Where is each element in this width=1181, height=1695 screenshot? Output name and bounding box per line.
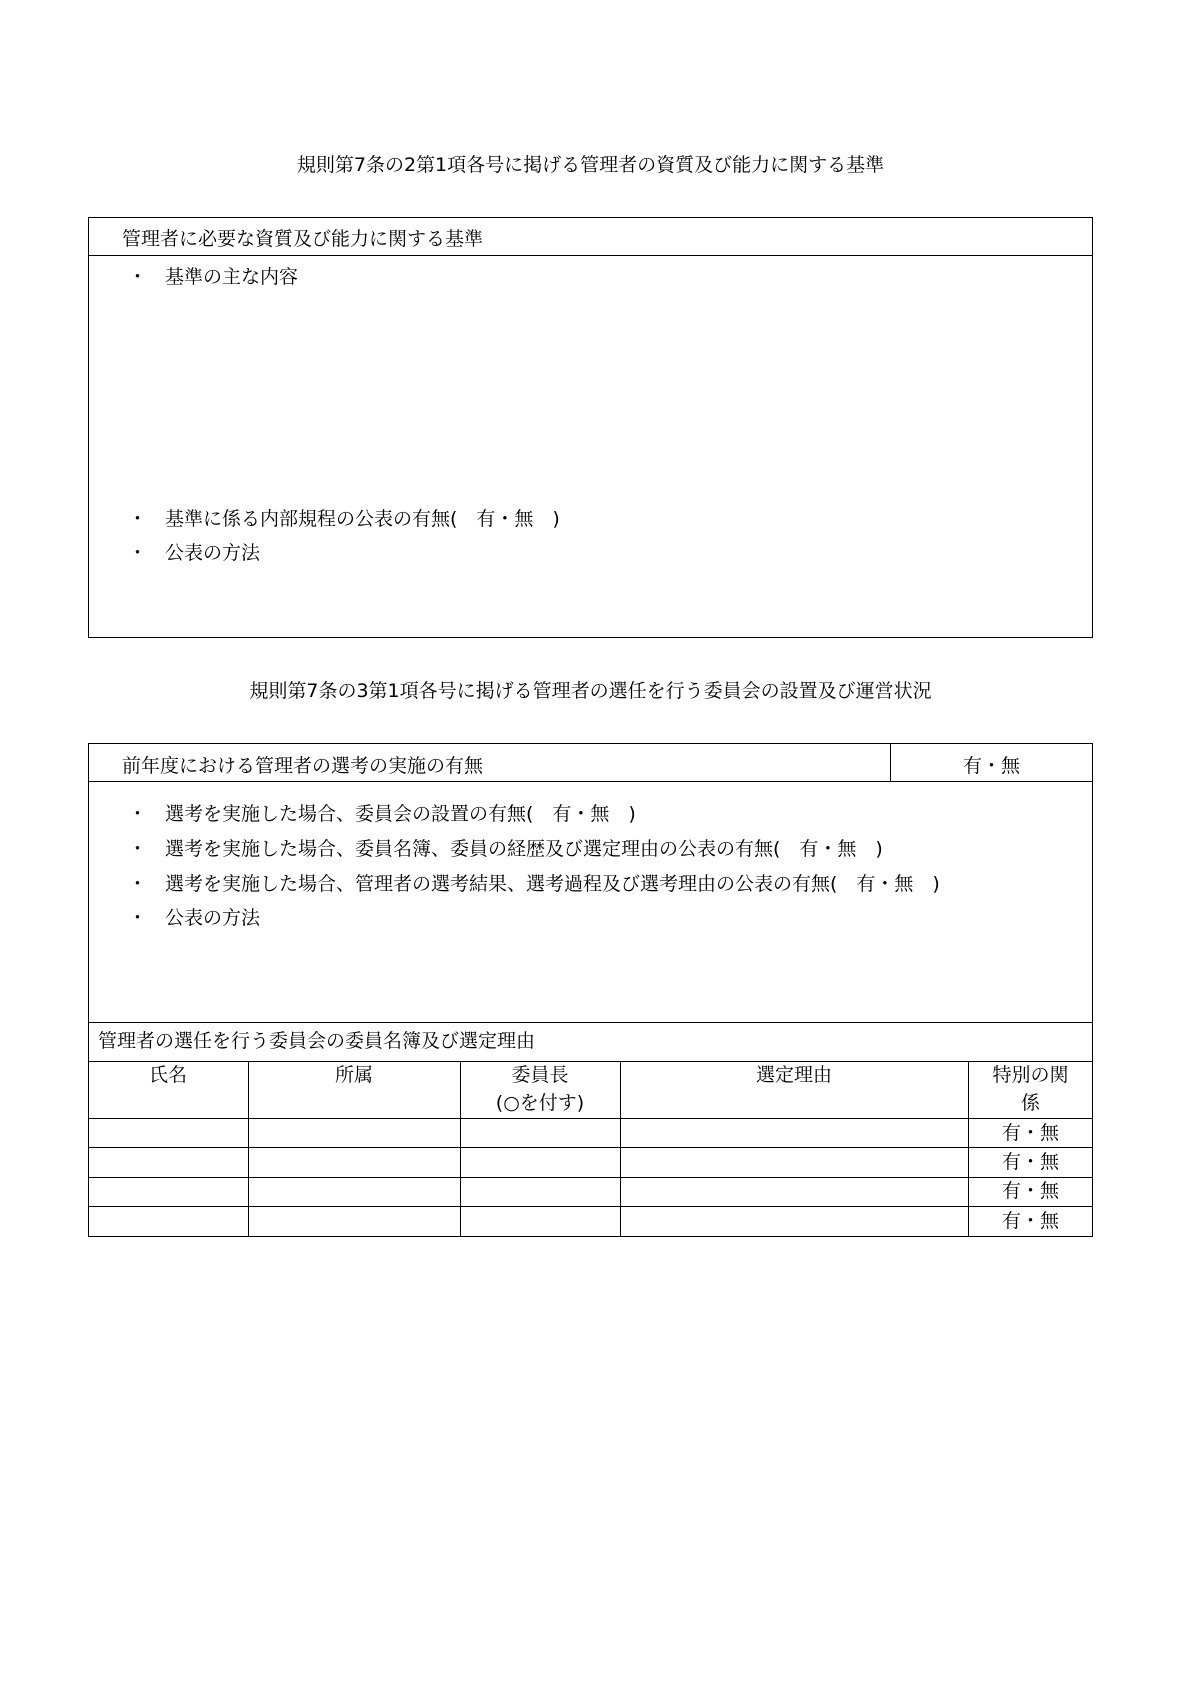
column-relation-cont: 係 [1020,1092,1040,1114]
bullet: ・ [128,266,148,288]
column-relation: 特別の関 [992,1064,1069,1086]
committee-item: 選考を実施した場合、委員会の設置の有無( 有・無 ) [165,803,636,825]
row-divider [88,1177,1093,1178]
criteria-item-publication: 基準に係る内部規程の公表の有無( 有・無 ) [165,508,560,530]
divider [88,1061,1093,1062]
column-chair: 委員長 [511,1064,569,1086]
section2-title: 規則第7条の3第1項各号に掲げる管理者の選任を行う委員会の設置及び運営状況 [249,680,932,702]
column-divider [248,1061,249,1237]
criteria-item-method: 公表の方法 [165,542,261,564]
column-divider [620,1061,621,1237]
table-row-relation: 有・無 [1001,1210,1059,1232]
column-chair-note: (○を付す) [495,1092,585,1114]
bullet: ・ [128,873,148,895]
bullet: ・ [128,803,148,825]
divider [88,781,1093,782]
column-divider [460,1061,461,1237]
column-divider [968,1061,969,1237]
selection-header: 前年度における管理者の選考の実施の有無 [122,755,484,777]
divider [88,255,1093,256]
column-name: 氏名 [148,1064,187,1086]
committee-item: 選考を実施した場合、委員名簿、委員の経歴及び選定理由の公表の有無( 有・無 ) [165,838,883,860]
bullet: ・ [128,907,148,929]
roster-title: 管理者の選任を行う委員会の委員名簿及び選定理由 [98,1030,536,1052]
criteria-item-content: 基準の主な内容 [165,266,299,288]
divider [88,1022,1093,1023]
table-row-relation: 有・無 [1001,1151,1059,1173]
committee-item: 選考を実施した場合、管理者の選考結果、選考過程及び選考理由の公表の有無( 有・無 ) [165,873,940,895]
row-divider [88,1118,1093,1119]
bullet: ・ [128,542,148,564]
section1-title: 規則第7条の2第1項各号に掲げる管理者の資質及び能力に関する基準 [296,154,885,176]
bullet: ・ [128,508,148,530]
table-row-relation: 有・無 [1001,1122,1059,1144]
bullet: ・ [128,838,148,860]
row-divider [88,1206,1093,1207]
committee-item: 公表の方法 [165,907,261,929]
table-row-relation: 有・無 [1001,1180,1059,1202]
criteria-header: 管理者に必要な資質及び能力に関する基準 [122,228,484,250]
row-divider [88,1147,1093,1148]
column-affiliation: 所属 [334,1064,373,1086]
selection-value: 有・無 [962,755,1020,777]
column-reason: 選定理由 [755,1064,832,1086]
